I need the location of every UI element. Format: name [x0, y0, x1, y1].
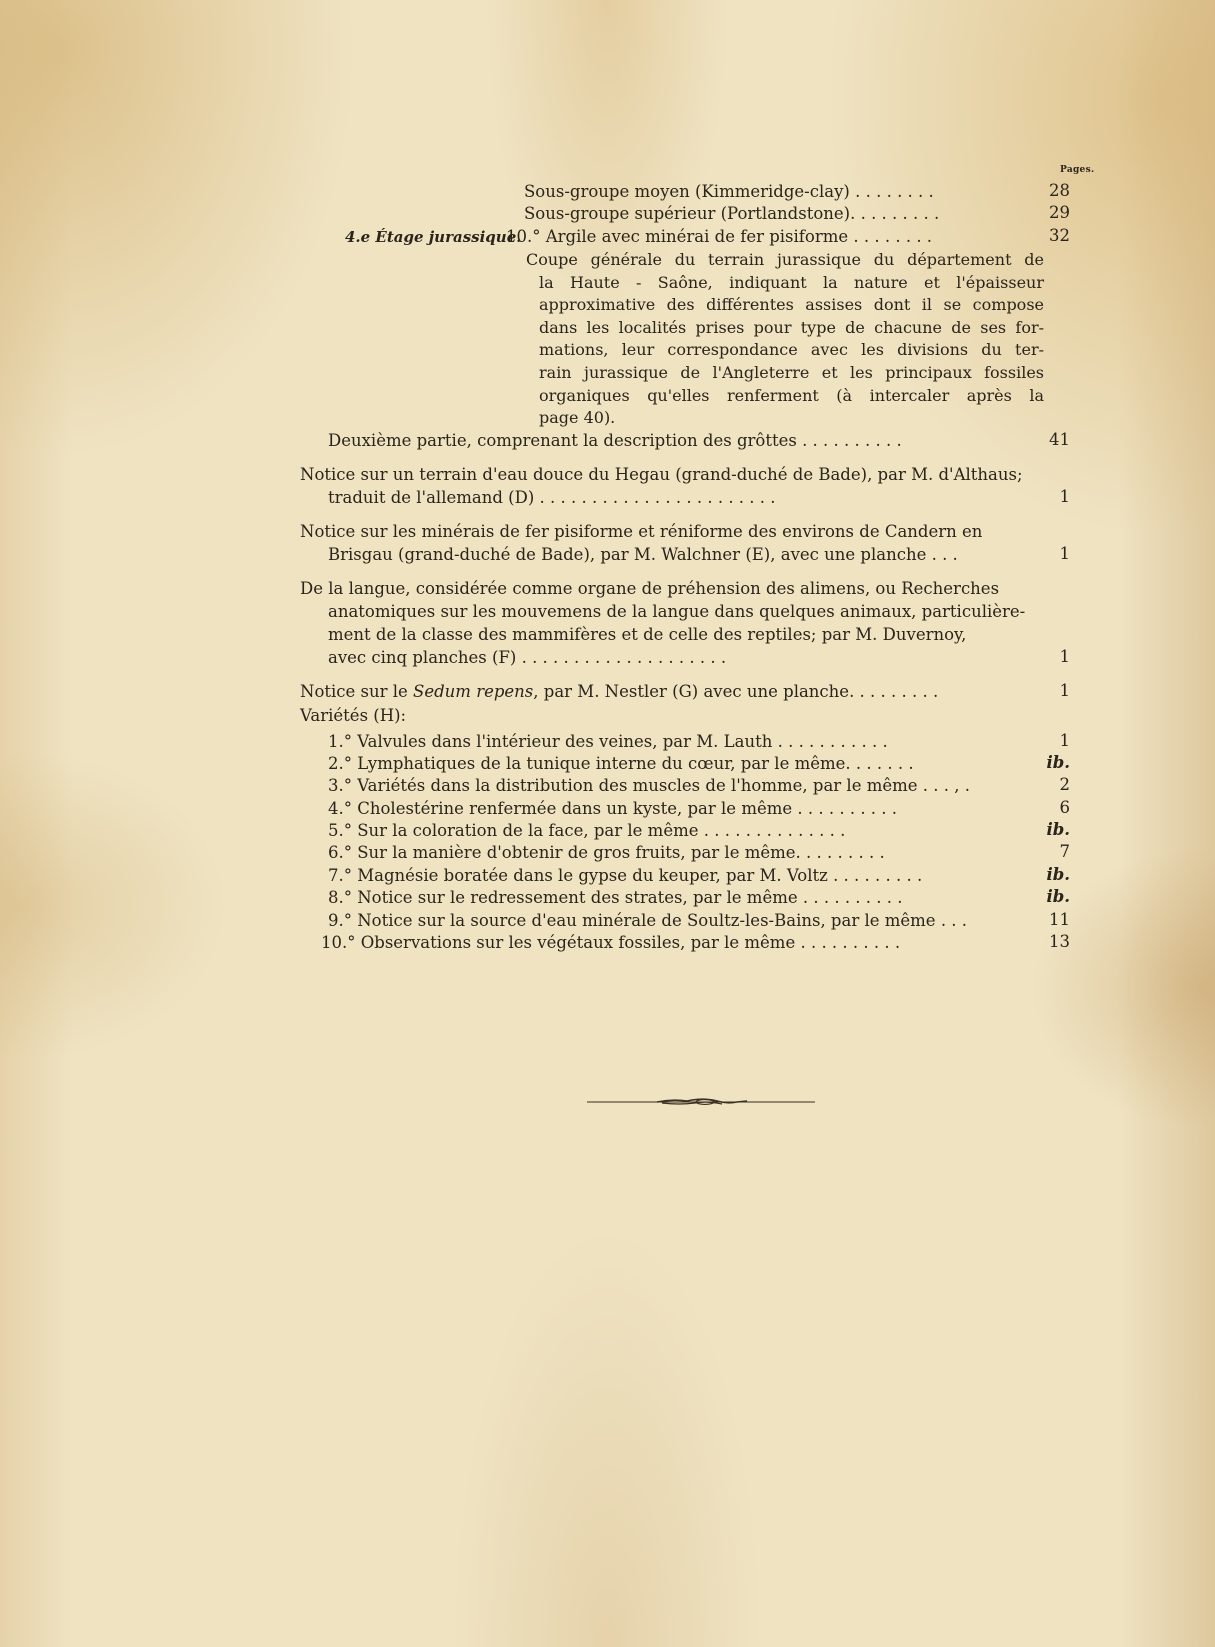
- species-name: Sedum repens: [413, 682, 534, 701]
- text-line: approximative des différentes assises dont il se compose: [539, 295, 1044, 315]
- text-run: Notice sur le: [300, 682, 414, 701]
- page-number: ib.: [1046, 820, 1070, 839]
- page-number: ib.: [1046, 865, 1070, 884]
- text-line: organiques qu'elles renferment (à intercaler après la: [539, 385, 1044, 405]
- toc-line-deuxieme-partie: Deuxième partie, comprenant la description des grôttes . . . . . . . . . .: [328, 431, 902, 450]
- toc-section-lead: 4.e Étage jurassique.: [345, 228, 522, 246]
- toc-line-langue-2: anatomiques sur les mouvemens de la langue dans quelques animaux, particulière-: [328, 602, 1026, 621]
- text-line: dans les localités prises pour type de chacune de ses for-: [539, 317, 1044, 337]
- page-number: 13: [1049, 932, 1070, 951]
- toc-variete-1: 1.° Valvules dans l'intérieur des veines, par M. Lauth . . . . . . . . . . .: [328, 732, 888, 751]
- text-line: Coupe générale du terrain jurassique du département de: [526, 250, 1044, 269]
- pages-column-label: Pages.: [1060, 165, 1095, 175]
- text-line: page 40).: [539, 408, 616, 428]
- page-number: 28: [1049, 181, 1070, 200]
- toc-line-sedum: [300, 681, 938, 703]
- text-line: rain jurassique de l'Angleterre et les principaux fossiles: [539, 362, 1044, 382]
- page-number: 6: [1059, 798, 1070, 817]
- page-number: ib.: [1046, 887, 1070, 906]
- toc-line-kimmeridge: Sous-groupe moyen (Kimmeridge-clay) . . . . . . . .: [524, 182, 934, 201]
- page-number: 1: [1059, 544, 1070, 563]
- toc-variete-3: 3.° Variétés dans la distribution des muscles de l'homme, par le même . . . , .: [328, 776, 970, 795]
- toc-line-langue-3: ment de la classe des mammifères et de celle des reptiles; par M. Duvernoy,: [328, 625, 967, 644]
- toc-variete-2: 2.° Lymphatiques de la tunique interne du cœur, par le même. . . . . . .: [328, 754, 914, 773]
- page-number: 11: [1049, 910, 1070, 929]
- toc-variete-6: 6.° Sur la manière d'obtenir de gros fruits, par le même. . . . . . . . .: [328, 843, 885, 862]
- toc-varietes-heading: Variétés (H):: [300, 706, 407, 725]
- page-number: ib.: [1046, 753, 1070, 772]
- toc-coupe-generale: [526, 249, 1044, 430]
- page-number: 1: [1059, 647, 1070, 666]
- page-number: 29: [1049, 203, 1070, 222]
- toc-variete-7: 7.° Magnésie boratée dans le gypse du keuper, par M. Voltz . . . . . . . . .: [328, 866, 923, 885]
- page-number: 7: [1059, 842, 1070, 861]
- text-run: , par M. Nestler (G) avec une planche. . . . . . . . .: [533, 682, 939, 701]
- toc-line-candern-2: Brisgau (grand-duché de Bade), par M. Walchner (E), avec une planche . . .: [328, 545, 958, 564]
- page-number: 41: [1049, 430, 1070, 449]
- toc-line-hegau-1: Notice sur un terrain d'eau douce du Hegau (grand-duché de Bade), par M. d'Althaus;: [300, 465, 1023, 484]
- text-line: la Haute - Saône, indiquant la nature et l'épaisseur: [539, 272, 1044, 292]
- toc-variete-5: 5.° Sur la coloration de la face, par le même . . . . . . . . . . . . . .: [328, 821, 846, 840]
- toc-variete-9: 9.° Notice sur la source d'eau minérale de Soultz-les-Bains, par le même . . .: [328, 911, 968, 930]
- page-number: 2: [1059, 775, 1070, 794]
- toc-line-argile: 10.° Argile avec minérai de fer pisiforme . . . . . . . .: [506, 227, 933, 246]
- text-line: mations, leur correspondance avec les divisions du ter-: [539, 340, 1044, 360]
- toc-line-langue-4: avec cinq planches (F) . . . . . . . . . . . . . . . . . . . .: [328, 648, 727, 667]
- toc-variete-4: 4.° Cholestérine renfermée dans un kyste, par le même . . . . . . . . . .: [328, 799, 898, 818]
- toc-line-langue-1: De la langue, considérée comme organe de préhension des alimens, ou Recherches: [300, 579, 1000, 598]
- page-number: 1: [1059, 681, 1070, 700]
- page-number: 32: [1049, 226, 1070, 245]
- page-number: 1: [1059, 487, 1070, 506]
- toc-line-portlandstone: Sous-groupe supérieur (Portlandstone). . . . . . . . .: [524, 204, 940, 223]
- decorative-rule: [587, 1098, 815, 1106]
- toc-variete-8: 8.° Notice sur le redressement des strates, par le même . . . . . . . . . .: [328, 888, 903, 907]
- toc-variete-10: 10.° Observations sur les végétaux fossiles, par le même . . . . . . . . . .: [321, 933, 901, 952]
- toc-line-candern-1: Notice sur les minérais de fer pisiforme et réniforme des environs de Candern en: [300, 522, 983, 541]
- page-number: 1: [1059, 731, 1070, 750]
- toc-line-hegau-2: traduit de l'allemand (D) . . . . . . . . . . . . . . . . . . . . . . .: [328, 488, 776, 507]
